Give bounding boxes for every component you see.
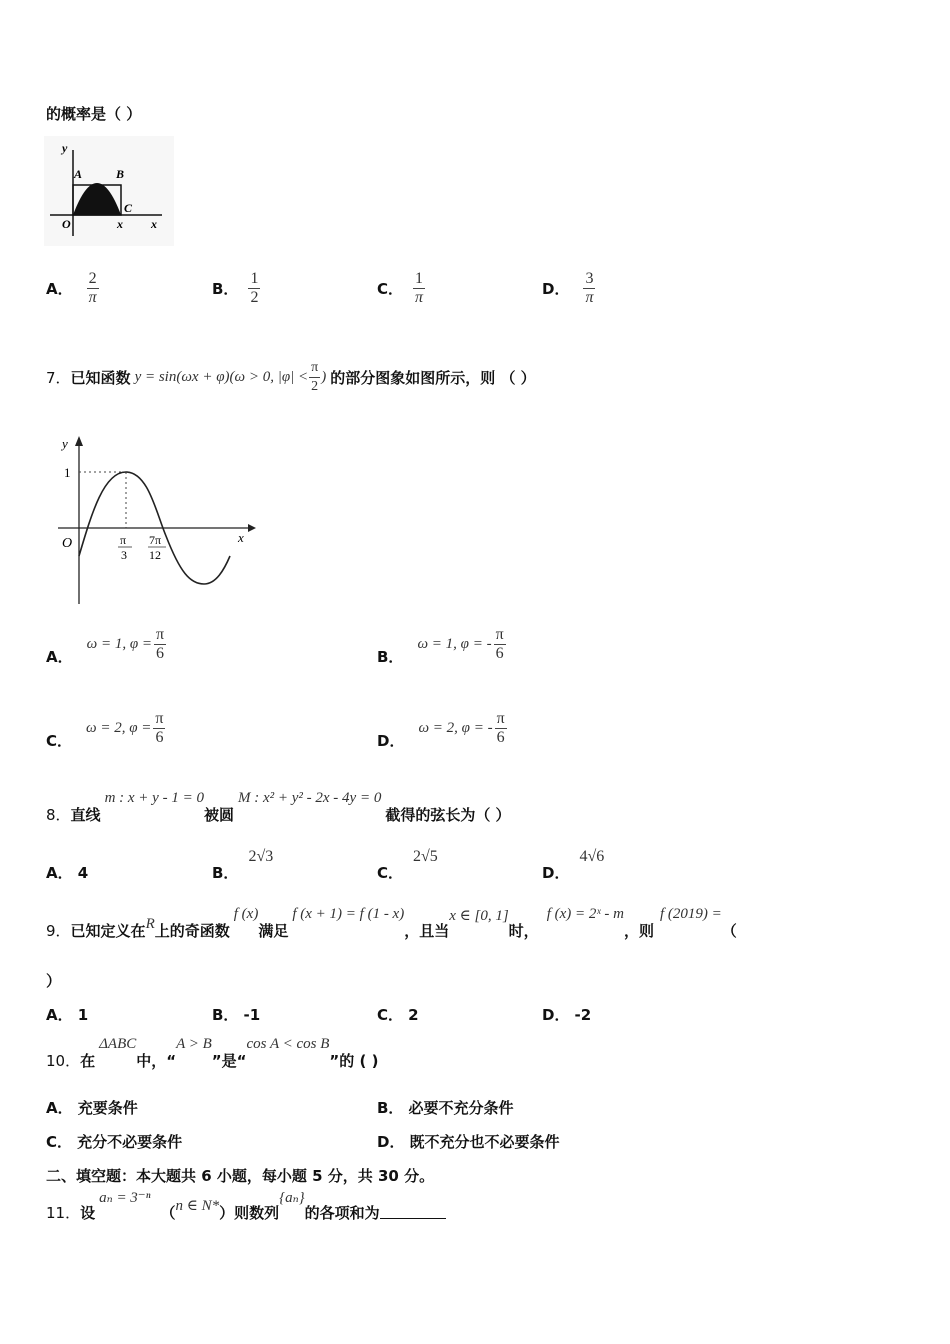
section2-heading: 二、填空题：本大题共 6 小题，每小题 5 分，共 30 分。 xyxy=(46,1167,435,1185)
q11-answer-blank[interactable] xyxy=(380,1204,446,1219)
q6-option-a[interactable] xyxy=(46,270,99,307)
q7-option-b-num: π xyxy=(495,625,504,643)
q6-label-y: y xyxy=(62,141,68,155)
q7-option-a-label: A． xyxy=(46,647,73,666)
q10-cond2: cos A < cos B xyxy=(246,1036,330,1052)
q10-option-c-label: C． xyxy=(46,1133,73,1151)
q9-domain: x ∈ [0, 1] xyxy=(449,908,509,924)
q8-option-a-label: A． xyxy=(46,864,73,882)
q10-option-a-value: 充要条件 xyxy=(77,1099,138,1117)
q8-option-c-label: C． xyxy=(377,864,404,882)
q6-option-c-den: π xyxy=(415,289,424,306)
q9-option-a-label: A． xyxy=(46,1006,73,1024)
q8-line-equation: m : x + y - 1 = 0 xyxy=(104,790,204,806)
q7-option-b-den: 6 xyxy=(495,644,504,662)
q7-tick2-den: 12 xyxy=(149,548,161,562)
q7-option-a-num: π xyxy=(156,625,165,643)
q11-p3: ）则数列 xyxy=(219,1204,280,1222)
q6-label-o: O xyxy=(62,217,71,231)
q6-option-b[interactable] xyxy=(212,270,260,307)
q6-option-c-num: 1 xyxy=(415,270,424,287)
q9-option-a[interactable] xyxy=(46,1004,88,1025)
q7-option-c-num: π xyxy=(155,709,164,727)
q7-option-d-expr: ω = 2, φ = - xyxy=(418,719,493,736)
q9-close-paren: ） xyxy=(46,972,62,990)
q8-option-c-value: 2√5 xyxy=(413,848,438,865)
q6-option-a-den: π xyxy=(88,289,97,306)
q8-mid: 被圆 xyxy=(203,806,234,824)
q8-option-b-value: 2√3 xyxy=(248,848,274,865)
q8-suffix: 截得的弦长为（ ） xyxy=(385,806,511,824)
q10-option-d-value: 既不充分也不必要条件 xyxy=(409,1133,560,1151)
q11-number: 11． xyxy=(46,1204,81,1222)
q10-option-d[interactable] xyxy=(377,1131,560,1152)
q9-p7: （ xyxy=(721,922,737,940)
q9-p3: 满足 xyxy=(258,922,289,940)
q10-option-b-value: 必要不充分条件 xyxy=(408,1099,514,1117)
q8-circle-equation: M : x² + y² - 2x - 4y = 0 xyxy=(237,790,382,806)
q7-option-c[interactable] xyxy=(46,706,165,750)
q7-option-d[interactable] xyxy=(377,706,507,750)
q7-option-a-den: 6 xyxy=(156,644,165,662)
q7-option-c-fraction xyxy=(153,710,165,747)
q6-option-a-num: 2 xyxy=(88,270,97,287)
q7-frac-num: π xyxy=(309,359,320,378)
q6-option-d[interactable] xyxy=(542,270,595,307)
q9-p1: 已知定义在 xyxy=(70,922,146,940)
q9-option-b-value: -1 xyxy=(243,1006,261,1024)
q6-option-b-num: 1 xyxy=(250,270,259,287)
q7-tick2-num: 7π xyxy=(149,533,162,547)
q6-label-c: C xyxy=(124,201,133,215)
q9-set-r: R xyxy=(145,916,155,932)
q7-option-c-expr: ω = 2, φ = xyxy=(86,719,152,736)
q10-p3: ”是“ xyxy=(211,1052,247,1070)
q9-option-b[interactable] xyxy=(212,1004,260,1025)
q7-stem xyxy=(46,356,536,398)
q11-expr: aₙ = 3⁻ⁿ xyxy=(99,1190,151,1206)
q7-tick1-den: 3 xyxy=(121,548,127,562)
q7-formula: y = sin(ωx + φ)(ω > 0, |φ| < xyxy=(134,368,309,385)
q7-label-x: x xyxy=(238,530,244,545)
q7-option-b-label: B． xyxy=(377,647,404,666)
q6-option-d-num: 3 xyxy=(585,270,594,287)
q7-option-b-fraction xyxy=(494,626,506,663)
q6-option-c-fraction xyxy=(413,270,425,307)
q9-option-c[interactable] xyxy=(377,1004,419,1025)
q7-suffix: 的部分图象如图所示，则 （ ） xyxy=(330,368,536,387)
q11-p1: 设 xyxy=(80,1204,96,1222)
q7-prefix: 已知函数 xyxy=(70,368,131,387)
q6-option-b-label: B． xyxy=(212,280,239,298)
q8-option-d-label: D． xyxy=(542,864,570,882)
q10-option-b[interactable] xyxy=(377,1097,514,1118)
q7-number: 7． xyxy=(46,368,71,387)
q11-stem xyxy=(46,1188,446,1223)
q9-option-c-label: C． xyxy=(377,1006,404,1024)
q10-p2: 中，“ xyxy=(136,1052,177,1070)
q6-option-c[interactable] xyxy=(377,270,425,307)
q6-tail-text: 的概率是（ ） xyxy=(46,105,142,123)
q11-seq: {aₙ} xyxy=(279,1190,305,1206)
q6-label-b: B xyxy=(116,167,125,181)
q11-p2: （ xyxy=(160,1204,176,1222)
q9-stem xyxy=(46,906,946,941)
q6-option-b-fraction xyxy=(248,270,260,307)
q9-fx: f (x) xyxy=(233,906,259,922)
q10-option-b-label: B． xyxy=(377,1099,404,1117)
q7-label-one: 1 xyxy=(64,465,71,480)
q7-figure xyxy=(52,432,258,610)
q11-cond: n ∈ N* xyxy=(175,1198,220,1214)
q7-formula-close: ) xyxy=(321,368,327,385)
q9-option-a-value: 1 xyxy=(77,1006,89,1024)
q8-prefix: 直线 xyxy=(70,806,101,824)
q6-label-x-axis: x xyxy=(151,217,157,231)
q6-option-c-label: C． xyxy=(377,280,404,298)
q6-option-d-fraction xyxy=(583,270,595,307)
q10-number: 10． xyxy=(46,1052,81,1070)
q9-option-d-value: -2 xyxy=(574,1006,592,1024)
q9-eq1: f (x + 1) = f (1 - x) xyxy=(292,906,405,922)
q8-option-a[interactable] xyxy=(46,862,88,883)
q7-label-o: O xyxy=(62,536,73,551)
q10-option-c-value: 充分不必要条件 xyxy=(77,1133,183,1151)
q8-option-b-label: B． xyxy=(212,864,239,882)
q7-option-d-label: D． xyxy=(377,731,405,750)
q7-option-c-den: 6 xyxy=(155,728,164,746)
q11-p4: 的各项和为 xyxy=(304,1204,380,1222)
q9-number: 9． xyxy=(46,922,71,940)
q7-tick1-num: π xyxy=(120,533,127,547)
q7-option-a-fraction xyxy=(154,626,166,663)
q10-option-a[interactable] xyxy=(46,1097,138,1118)
q9-option-d[interactable] xyxy=(542,1004,591,1025)
q9-p6: ，则 xyxy=(623,922,654,940)
q6-figure xyxy=(44,136,174,246)
q10-stem xyxy=(46,1036,378,1071)
q7-option-d-num: π xyxy=(496,709,505,727)
q10-option-d-label: D． xyxy=(377,1133,405,1151)
q6-option-b-den: 2 xyxy=(250,289,259,306)
q9-p2: 上的奇函数 xyxy=(154,922,230,940)
q8-option-b[interactable] xyxy=(212,848,273,883)
q8-number: 8． xyxy=(46,806,71,824)
q7-x-arrow-icon xyxy=(248,524,256,532)
q10-p1: 在 xyxy=(80,1052,96,1070)
q9-option-b-label: B． xyxy=(212,1006,239,1024)
q10-option-c[interactable] xyxy=(46,1131,182,1152)
q7-option-b[interactable] xyxy=(377,622,506,666)
q9-eq3: f (2019) = xyxy=(659,906,722,922)
q10-triangle: ΔABC xyxy=(99,1036,137,1052)
q7-option-a[interactable] xyxy=(46,622,166,666)
q7-option-d-den: 6 xyxy=(496,728,505,746)
q6-label-x-tick: x xyxy=(117,217,123,231)
q10-cond1: A > B xyxy=(176,1036,212,1052)
q8-stem xyxy=(46,790,511,825)
q7-formula-fraction xyxy=(309,359,320,396)
q9-p4: ，且当 xyxy=(404,922,450,940)
q8-option-d-value: 4√6 xyxy=(579,848,605,865)
q6-option-a-fraction xyxy=(87,270,99,307)
q9-eq2: f (x) = 2ˣ - m xyxy=(546,906,624,922)
q10-p4: ”的 ( ) xyxy=(329,1052,379,1070)
q9-p5: 时， xyxy=(508,922,539,940)
q9-option-d-label: D． xyxy=(542,1006,570,1024)
q7-option-c-label: C． xyxy=(46,731,73,750)
q6-option-d-den: π xyxy=(585,289,594,306)
q6-label-a: A xyxy=(74,167,83,181)
q10-option-a-label: A． xyxy=(46,1099,73,1117)
q6-option-a-label: A． xyxy=(46,280,73,298)
q7-frac-den: 2 xyxy=(311,378,319,394)
q7-y-arrow-icon xyxy=(75,436,83,446)
q9-option-c-value: 2 xyxy=(408,1006,419,1024)
q7-label-y: y xyxy=(62,436,68,451)
q7-option-b-expr: ω = 1, φ = - xyxy=(417,635,492,652)
q8-option-d[interactable] xyxy=(542,848,604,883)
q8-option-c[interactable] xyxy=(377,848,438,883)
q6-option-d-label: D． xyxy=(542,280,570,298)
q8-option-a-value: 4 xyxy=(77,864,89,882)
q7-option-a-expr: ω = 1, φ = xyxy=(86,635,152,652)
q7-option-d-fraction xyxy=(495,710,507,747)
